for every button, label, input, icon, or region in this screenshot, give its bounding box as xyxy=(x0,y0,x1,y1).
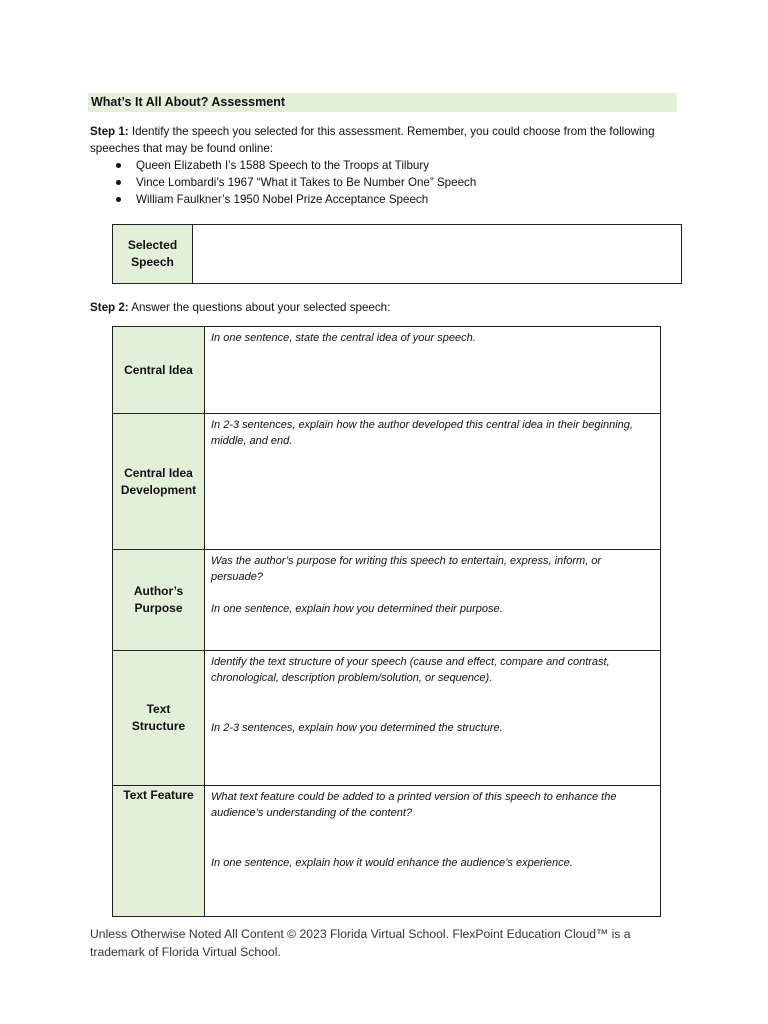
step2-label: Step 2: xyxy=(90,301,129,314)
development-label: Central Idea Development xyxy=(113,414,205,550)
table-row xyxy=(113,550,661,651)
step1-text: Identify the speech you selected for this assessment. Remember, you could choose from the following speeches that may be found online: xyxy=(90,125,655,155)
central-idea-answer-cell[interactable] xyxy=(205,327,661,414)
selected-speech-label: Selected Speech xyxy=(113,225,193,284)
purpose-prompt-1: Was the author’s purpose for writing this speech to entertain, express, inform, or persuade? xyxy=(211,555,602,583)
feature-prompt-1: What text feature could be added to a printed version of this speech to enhance the audience’s understanding of the content? xyxy=(211,791,617,819)
list-item: Vince Lombardi’s 1967 “What it Takes to Be Number One” Speech xyxy=(112,174,476,191)
feature-answer-cell[interactable] xyxy=(205,786,661,917)
selected-speech-table xyxy=(112,224,682,284)
purpose-label: Author’s Purpose xyxy=(113,550,205,651)
step1-instructions xyxy=(90,124,670,157)
table-row xyxy=(113,327,661,414)
central-idea-prompt: In one sentence, state the central idea of your speech. xyxy=(211,332,476,344)
central-idea-label: Central Idea xyxy=(113,327,205,414)
list-item: William Faulkner’s 1950 Nobel Prize Acceptance Speech xyxy=(112,191,476,208)
development-answer-cell[interactable] xyxy=(205,414,661,550)
purpose-answer-cell[interactable] xyxy=(205,550,661,651)
structure-prompt-2: In 2-3 sentences, explain how you determined the structure. xyxy=(211,722,503,734)
structure-prompt-1: Identify the text structure of your speech (cause and effect, compare and contrast, chronological, description problem/solution, or sequence). xyxy=(211,656,610,684)
list-item: Queen Elizabeth I’s 1588 Speech to the Troops at Tilbury xyxy=(112,157,476,174)
structure-answer-cell[interactable] xyxy=(205,651,661,786)
structure-label: Text Structure xyxy=(113,651,205,786)
feature-prompt-2: In one sentence, explain how it would enhance the audience’s experience. xyxy=(211,857,573,869)
purpose-prompt-2: In one sentence, explain how you determined their purpose. xyxy=(211,603,503,615)
table-row xyxy=(113,786,661,917)
step2-instructions xyxy=(90,300,670,317)
table-row xyxy=(113,651,661,786)
feature-label: Text Feature xyxy=(113,786,205,917)
speech-list xyxy=(112,157,476,208)
step2-text: Answer the questions about your selected speech: xyxy=(128,301,391,314)
assessment-table xyxy=(112,326,661,917)
selected-speech-field[interactable] xyxy=(193,225,682,284)
page-title: What’s It All About? Assessment xyxy=(88,93,677,112)
copyright-footer: Unless Otherwise Noted All Content © 2023 Florida Virtual School. FlexPoint Education Cloud™ is a trademark of Florida Virtual School. xyxy=(90,927,631,959)
step1-label: Step 1: xyxy=(90,125,129,138)
development-prompt: In 2-3 sentences, explain how the author developed this central idea in their beginning, middle, and end. xyxy=(211,419,633,447)
table-row xyxy=(113,414,661,550)
